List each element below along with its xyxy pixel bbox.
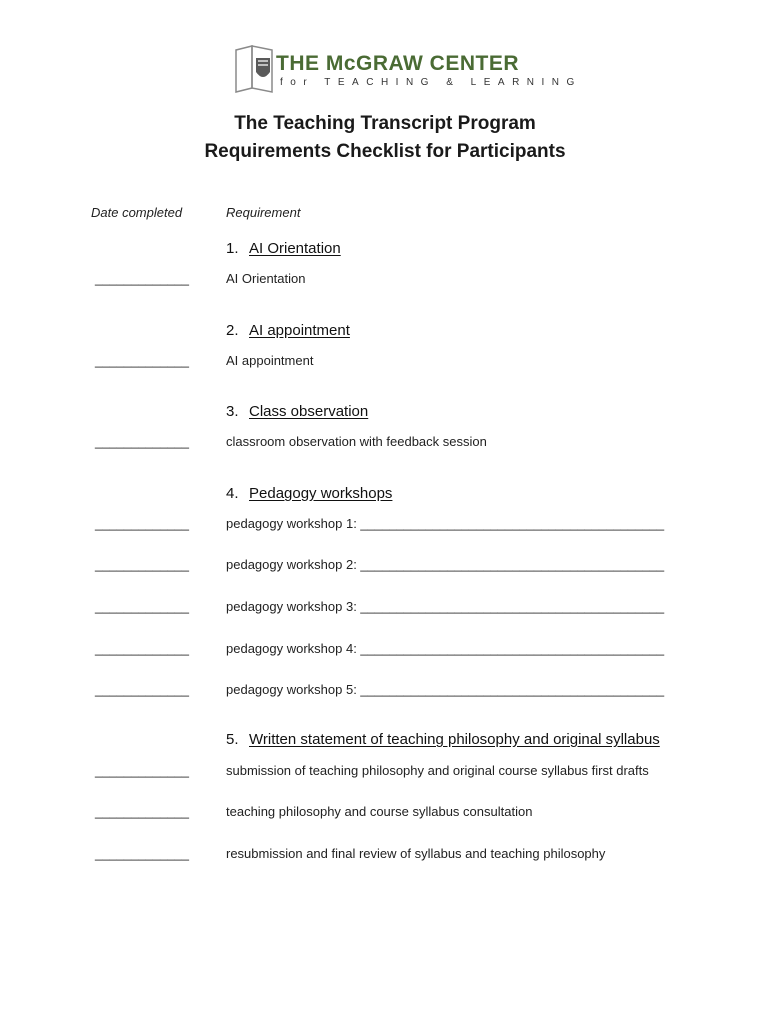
checklist-row	[0, 434, 770, 452]
section-heading-text: Written statement of teaching philosophy and original syllabus	[249, 731, 660, 748]
checklist-row	[0, 557, 770, 575]
date-blank: _____________	[95, 353, 189, 368]
checklist-row	[0, 763, 770, 781]
date-blank: _____________	[95, 434, 189, 449]
requirement-text: AI Orientation	[226, 271, 306, 286]
date-blank: _____________	[95, 516, 189, 531]
date-blank: _____________	[95, 846, 189, 861]
checklist-row	[0, 516, 770, 534]
checklist-row	[0, 599, 770, 617]
requirement-text: pedagogy workshop 3: __________________________________________	[226, 599, 665, 614]
section-heading-5: 5. Written statement of teaching philosophy and original syllabus	[226, 731, 660, 748]
requirement-text: pedagogy workshop 1: __________________________________________	[226, 516, 665, 531]
page-subtitle: Requirements Checklist for Participants	[204, 141, 566, 162]
logo-subtitle: for TEACHING & LEARNING	[280, 77, 582, 88]
date-blank: _____________	[95, 804, 189, 819]
requirement-text: pedagogy workshop 2: __________________________________________	[226, 557, 665, 572]
section-heading-2: 2. AI appointment	[226, 322, 350, 339]
page-title: The Teaching Transcript Program	[234, 113, 536, 134]
requirement-text: teaching philosophy and course syllabus consultation	[226, 804, 533, 819]
requirement-text: classroom observation with feedback session	[226, 434, 487, 449]
mcgraw-center-logo	[232, 42, 582, 94]
date-blank: _____________	[95, 557, 189, 572]
requirement-text: resubmission and final review of syllabus and teaching philosophy	[226, 846, 606, 861]
date-blank: _____________	[95, 763, 189, 778]
section-heading-1: 1. AI Orientation	[226, 240, 341, 257]
section-heading-text: AI Orientation	[249, 240, 341, 257]
checklist-row	[0, 271, 770, 289]
checklist-row	[0, 682, 770, 700]
requirement-column-header: Requirement	[226, 205, 301, 220]
requirement-text: pedagogy workshop 4: __________________________________________	[226, 641, 665, 656]
checklist-row	[0, 846, 770, 864]
date-blank: _____________	[95, 641, 189, 656]
section-heading-text: Pedagogy workshops	[249, 485, 393, 502]
section-heading-text: AI appointment	[249, 322, 350, 339]
requirement-text: submission of teaching philosophy and original course syllabus first drafts	[226, 763, 649, 778]
section-heading-text: Class observation	[249, 403, 369, 420]
date-column-header: Date completed	[91, 205, 183, 220]
logo-title: THE McGRAW CENTER	[276, 52, 520, 75]
requirement-text: AI appointment	[226, 353, 314, 368]
checklist-row	[0, 353, 770, 371]
checklist-row	[0, 641, 770, 659]
section-heading-4: 4. Pedagogy workshops	[226, 485, 393, 502]
date-blank: _____________	[95, 271, 189, 286]
date-blank: _____________	[95, 682, 189, 697]
book-shield-icon	[232, 42, 276, 94]
requirement-text: pedagogy workshop 5: __________________________________________	[226, 682, 665, 697]
section-heading-3: 3. Class observation	[226, 403, 369, 420]
checklist-row	[0, 804, 770, 822]
date-blank: _____________	[95, 599, 189, 614]
